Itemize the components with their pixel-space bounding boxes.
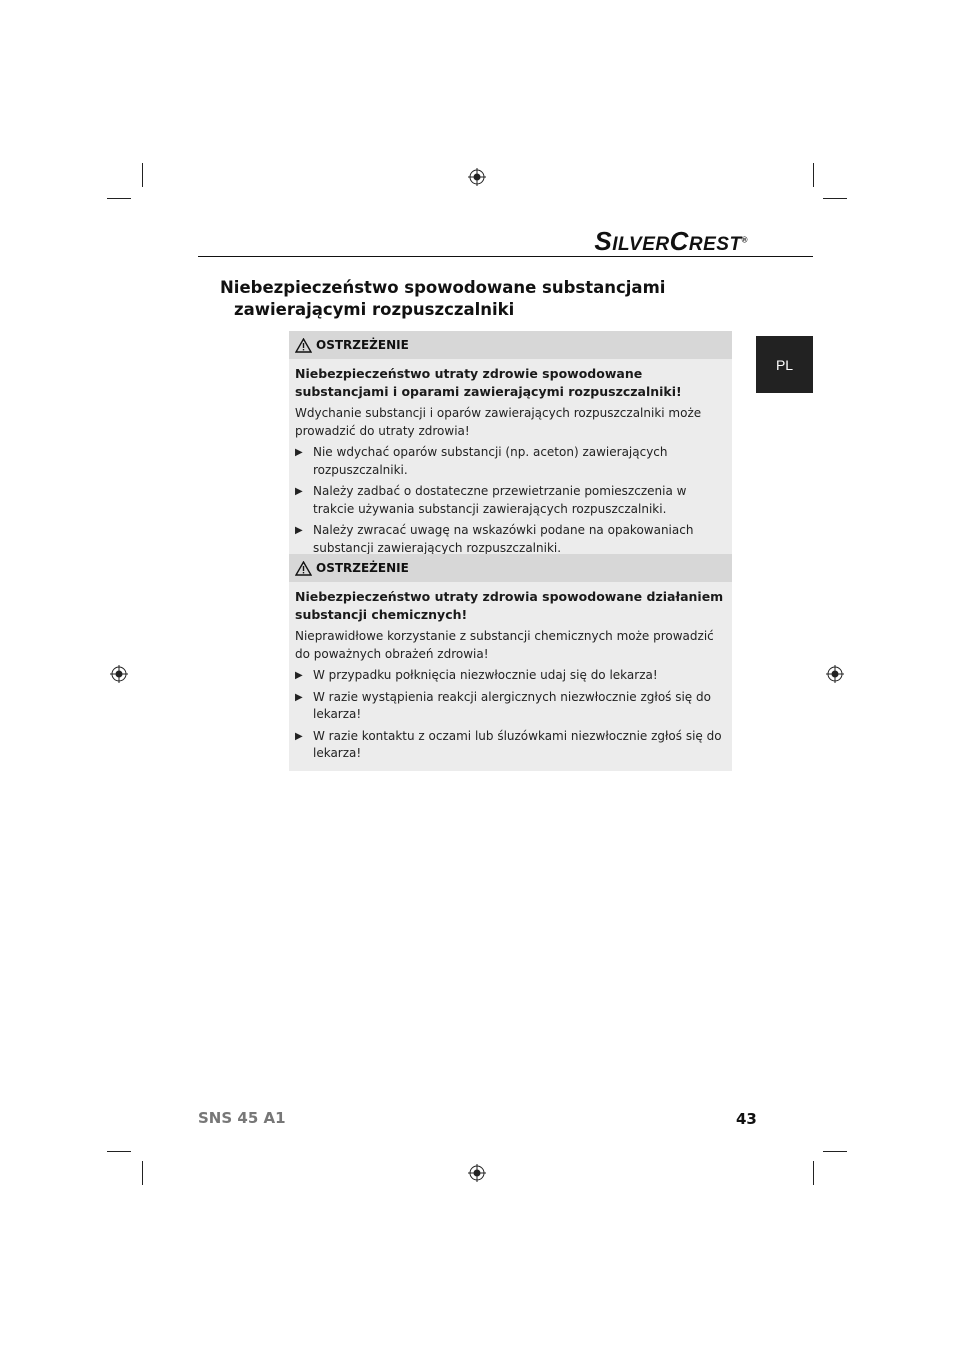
logo-letter: C: [669, 226, 689, 256]
model-number: SNS 45 A1: [198, 1109, 286, 1127]
list-item-text: Należy zadbać o dostateczne przewietrzanie pomieszczenia w trakcie używania substancji zawierających rozpuszczalniki.: [313, 484, 687, 516]
language-tab: [756, 336, 813, 393]
registration-mark-icon: [110, 665, 128, 683]
warning-text: Wdychanie substancji i oparów zawierających rozpuszczalniki może prowadzić do utraty zdrowia!: [295, 406, 702, 438]
crop-mark: [107, 1151, 131, 1152]
warning-triangle-icon: [295, 338, 312, 353]
warning-box: [289, 331, 732, 565]
crop-mark: [142, 1161, 143, 1185]
warning-header-label: OSTRZEŻENIE: [316, 561, 409, 575]
registration-mark-icon: [468, 168, 486, 186]
warning-triangle-icon: [295, 561, 312, 576]
right-arrow-bullet-icon: ▶: [295, 525, 303, 536]
registered-mark: ®: [741, 235, 748, 245]
list-item-text: W razie wystąpienia reakcji alergicznych niezwłocznie zgłoś się do lekarza!: [313, 689, 711, 721]
warning-lead: Niebezpieczeństwo utraty zdrowia spowodowane działaniem substancji chemicznych!: [295, 589, 724, 622]
logo-text: ILVER: [612, 234, 670, 255]
section-title-line: Niebezpieczeństwo spowodowane substancjami: [220, 278, 666, 297]
crop-mark: [813, 163, 814, 187]
right-arrow-bullet-icon: ▶: [295, 670, 303, 681]
list-item-text: W przypadku połknięcia niezwłocznie udaj się do lekarza!: [313, 668, 658, 682]
crop-mark: [107, 198, 131, 199]
right-arrow-bullet-icon: ▶: [295, 730, 303, 742]
list-item-text: Nie wdychać oparów substancji (np. aceton) zawierających rozpuszczalniki.: [313, 445, 668, 477]
crop-mark: [823, 1151, 847, 1152]
warning-box: [289, 554, 732, 771]
section-title: [220, 277, 740, 321]
language-tab-label: PL: [775, 356, 794, 373]
list-item: [295, 689, 726, 724]
logo-text: REST: [688, 234, 742, 255]
warning-header: [289, 554, 732, 582]
warning-header: [289, 331, 732, 359]
list-item: [295, 522, 726, 557]
warning-body: [289, 359, 732, 565]
list-item-text: Należy zwracać uwagę na wskazówki podane na opakowaniach substancji zawierających rozpuszczalniki.: [313, 523, 694, 555]
list-item: [295, 483, 726, 518]
section-title-line: zawierającymi rozpuszczalniki: [234, 300, 515, 319]
crop-mark: [142, 163, 143, 187]
page-number: 43: [736, 1110, 757, 1128]
header-divider: [198, 256, 813, 257]
warning-header-label: OSTRZEŻENIE: [316, 338, 409, 352]
warning-text: Nieprawidłowe korzystanie z substancji chemicznych może prowadzić do poważnych obrażeń zdrowia!: [295, 629, 714, 661]
warning-body: [289, 582, 732, 771]
brand-logo: [594, 226, 748, 257]
list-item: [295, 444, 726, 479]
right-arrow-bullet-icon: ▶: [295, 691, 303, 703]
list-item: [295, 667, 726, 685]
list-item-text: W razie kontaktu z oczami lub śluzówkami niezwłocznie zgłoś się do lekarza!: [313, 728, 722, 760]
list-item: [295, 728, 726, 763]
warning-lead: Niebezpieczeństwo utraty zdrowie spowodowane substancjami i oparami zawierającymi rozpuszczalniki!: [295, 366, 682, 399]
right-arrow-bullet-icon: ▶: [295, 447, 303, 458]
logo-letter: S: [594, 226, 613, 256]
crop-mark: [813, 1161, 814, 1185]
registration-mark-icon: [826, 665, 844, 683]
right-arrow-bullet-icon: ▶: [295, 486, 303, 497]
registration-mark-icon: [468, 1164, 486, 1182]
crop-mark: [823, 198, 847, 199]
